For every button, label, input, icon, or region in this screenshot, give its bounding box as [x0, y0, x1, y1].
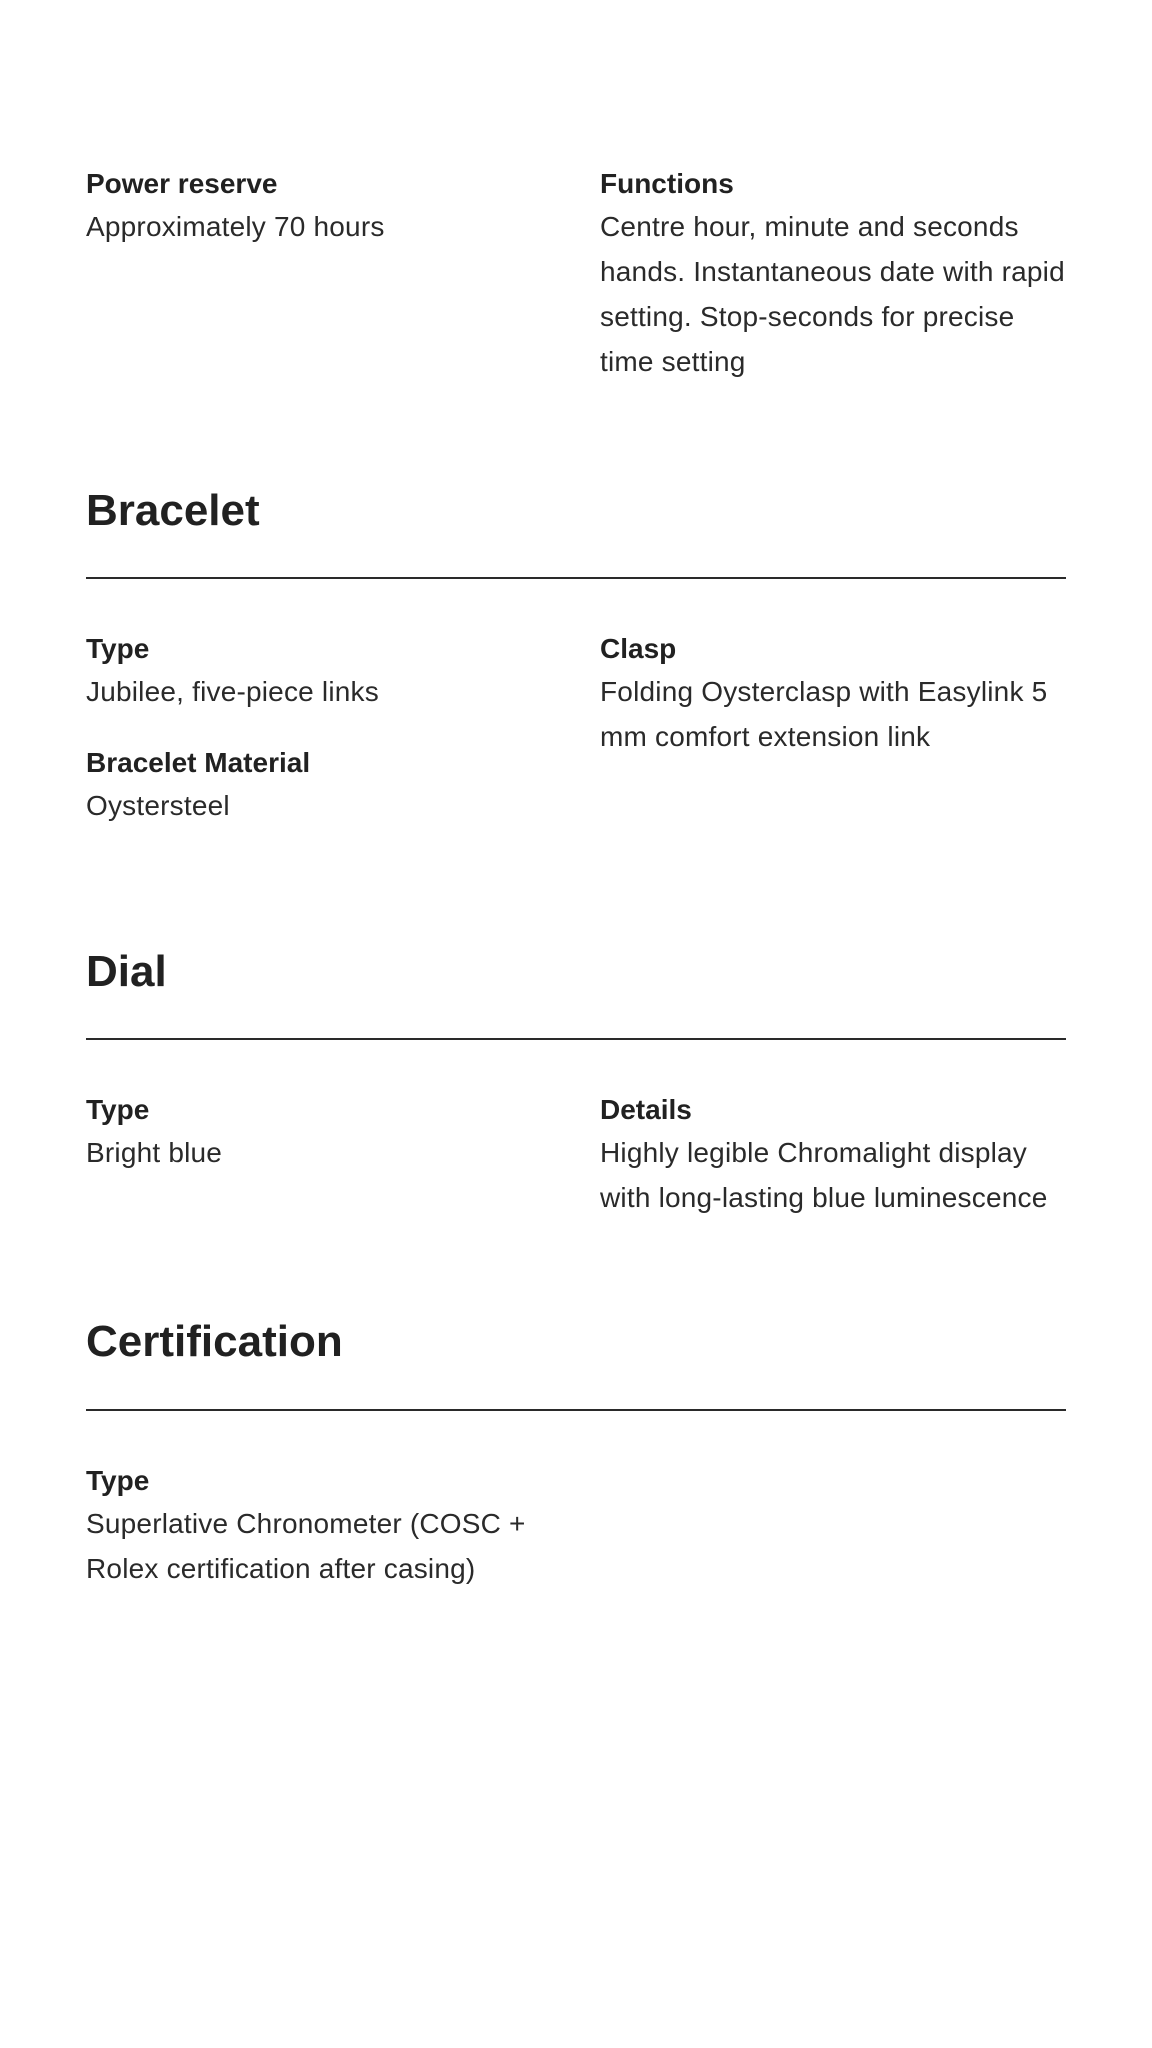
- spec-label: Bracelet Material: [86, 747, 311, 778]
- bracelet-spec-grid: [86, 629, 1066, 857]
- section-certification: [86, 1314, 1066, 1620]
- spec-certification-type: [86, 1461, 600, 1591]
- section-title: Certification: [86, 1317, 343, 1366]
- certification-left-column: [86, 1461, 600, 1620]
- section-bracelet: [86, 483, 1066, 857]
- dial-left-column: [86, 1090, 600, 1249]
- spec-clasp: [600, 629, 1066, 759]
- spec-bracelet-material: [86, 743, 600, 828]
- spec-label: Functions: [600, 168, 734, 199]
- section-body: [86, 1040, 1066, 1249]
- section-dial: [86, 944, 1066, 1249]
- movement-right-column: [600, 164, 1066, 413]
- spec-value: Folding Oysterclasp with Easylink 5 mm comfort extension link: [600, 676, 1048, 752]
- spec-value: Jubilee, five-piece links: [86, 676, 379, 707]
- spec-label: Type: [86, 633, 150, 664]
- section-title: Bracelet: [86, 486, 260, 535]
- dial-right-column: [600, 1090, 1066, 1249]
- certification-right-column: [600, 1461, 1066, 1620]
- dial-spec-grid: [86, 1090, 1066, 1249]
- spec-value: Highly legible Chromalight display with long-lasting blue luminescence: [600, 1137, 1048, 1213]
- section-title: Dial: [86, 947, 167, 996]
- spec-label: Power reserve: [86, 168, 278, 199]
- section-header: [86, 1314, 1066, 1409]
- spec-label: Details: [600, 1094, 692, 1125]
- spec-value: Centre hour, minute and seconds hands. Instantaneous date with rapid setting. Stop-seconds for precise time setting: [600, 211, 1065, 377]
- movement-left-column: [86, 164, 600, 413]
- spec-dial-details: [600, 1090, 1066, 1220]
- spec-label: Type: [86, 1094, 150, 1125]
- spec-bracelet-type: [86, 629, 600, 714]
- section-header: [86, 944, 1066, 1038]
- section-body: [86, 1411, 1066, 1620]
- bracelet-left-column: [86, 629, 600, 857]
- movement-specs: [86, 164, 1066, 413]
- section-body: [86, 579, 1066, 857]
- certification-spec-grid: [86, 1461, 1066, 1620]
- spec-value: Oystersteel: [86, 790, 230, 821]
- spec-power-reserve: [86, 164, 600, 249]
- spec-value: Bright blue: [86, 1137, 223, 1168]
- spec-value: Superlative Chronometer (COSC + Rolex certification after casing): [86, 1508, 526, 1584]
- movement-spec-grid: [86, 164, 1066, 413]
- spec-label: Type: [86, 1465, 150, 1496]
- spec-dial-type: [86, 1090, 600, 1175]
- section-header: [86, 483, 1066, 577]
- bracelet-right-column: [600, 629, 1066, 857]
- spec-functions: [600, 164, 1066, 384]
- spec-value: Approximately 70 hours: [86, 211, 385, 242]
- spec-label: Clasp: [600, 633, 677, 664]
